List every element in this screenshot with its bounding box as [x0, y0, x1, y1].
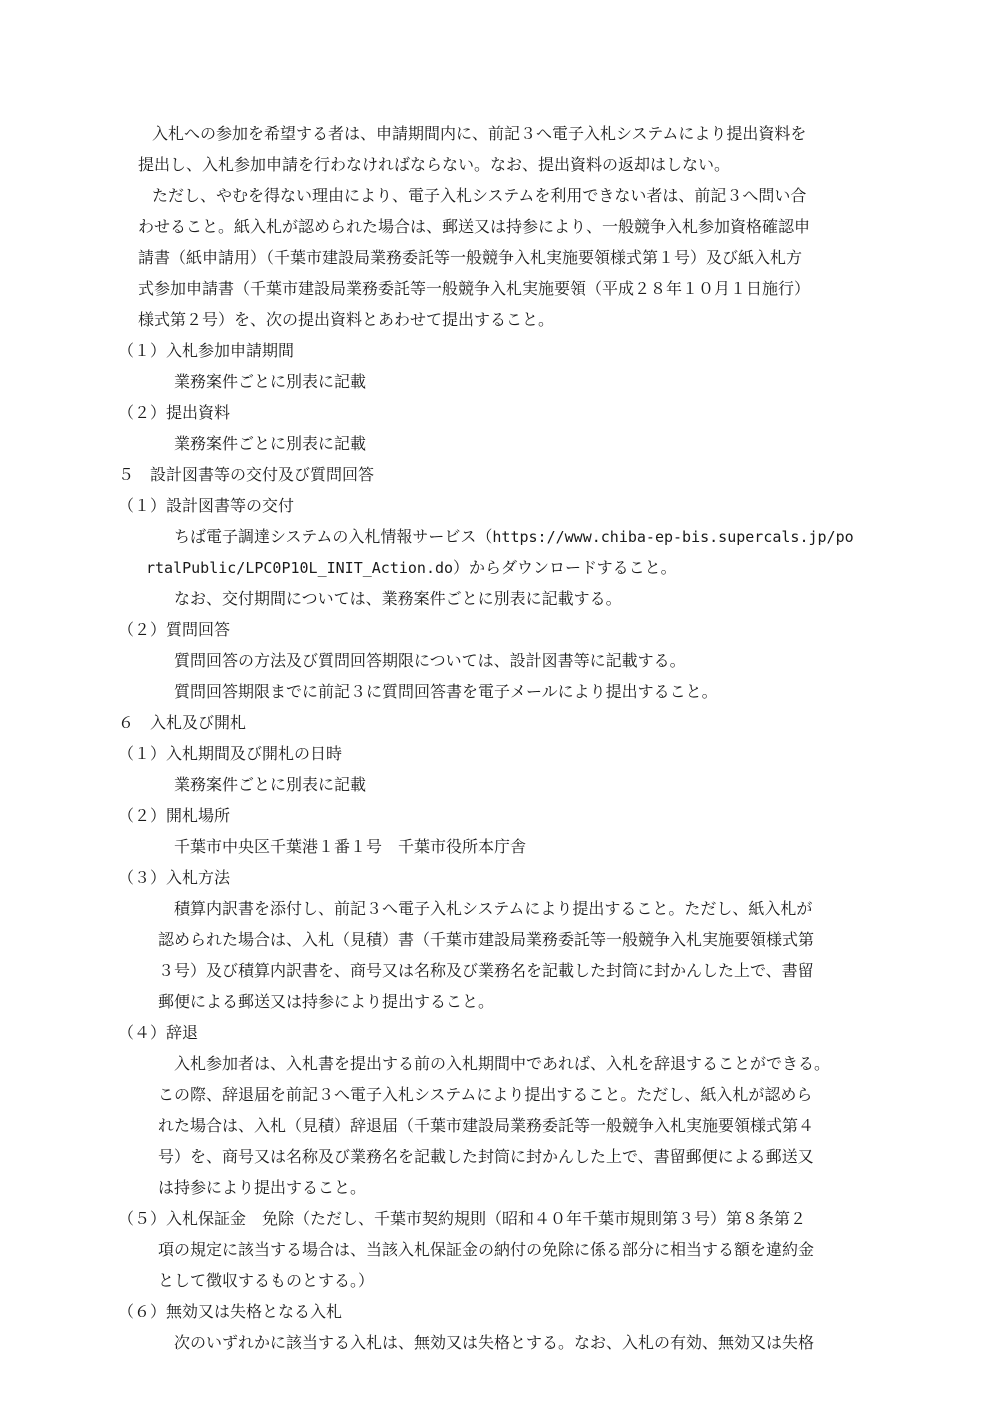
download-url-part-2: rtalPublic/LPC0P10L_INIT_Action.do [146, 559, 454, 577]
section-5-1-line-1 [174, 527, 854, 549]
section-6-6-heading: （６）無効又は失格となる入札 [118, 1302, 343, 1321]
section-6-3-line-3: ３号）及び積算内訳書を、商号又は名称及び業務名を記載した封筒に封かんした上で、書留 [158, 961, 814, 980]
section-6-3-line-1: 積算内訳書を添付し、前記３へ電子入札システムにより提出すること。ただし、紙入札が [174, 899, 813, 918]
section-4-1-body: 業務案件ごとに別表に記載 [174, 372, 367, 391]
paragraph-2-line-3: 請書（紙申請用）（千葉市建設局業務委託等一般競争入札実施要領様式第１号）及び紙入札方 [138, 248, 803, 267]
section-6-1-heading: （１）入札期間及び開札の日時 [118, 744, 343, 763]
section-6-5-line-2: 項の規定に該当する場合は、当該入札保証金の納付の免除に係る部分に相当する額を違約金 [158, 1240, 815, 1259]
section-6-3-line-4: 郵便による郵送又は持参により提出すること。 [158, 992, 495, 1011]
section-6-4-line-3: れた場合は、入札（見積）辞退届（千葉市建設局業務委託等一般競争入札実施要領様式第４ [158, 1116, 815, 1135]
section-6-5-line-3: として徴収するものとする。） [158, 1271, 375, 1290]
section-6-heading: ６ 入札及び開札 [118, 713, 247, 732]
section-5-1-line-3: なお、交付期間については、業務案件ごとに別表に記載する。 [174, 589, 622, 608]
section-6-4-heading: （４）辞退 [118, 1023, 199, 1042]
section-6-3-heading: （３）入札方法 [118, 868, 231, 887]
paragraph-2-line-5: 様式第２号）を、次の提出資料とあわせて提出すること。 [138, 310, 555, 329]
section-5-heading: ５ 設計図書等の交付及び質問回答 [118, 465, 375, 484]
section-5-2-line-1: 質問回答の方法及び質問回答期限については、設計図書等に記載する。 [174, 651, 686, 670]
section-4-2-body: 業務案件ごとに別表に記載 [174, 434, 367, 453]
section-4-2-heading: （２）提出資料 [118, 403, 231, 422]
section-5-1-line-1-text: ちば電子調達システムの入札情報サービス（ [174, 527, 493, 546]
section-5-1-line-2 [146, 558, 677, 580]
paragraph-1-line-2: 提出し、入札参加申請を行わなければならない。なお、提出資料の返却はしない。 [138, 155, 731, 174]
section-6-2-heading: （２）開札場所 [118, 806, 231, 825]
section-6-4-line-2: この際、辞退届を前記３へ電子入札システムにより提出すること。ただし、紙入札が認めら [158, 1085, 813, 1104]
paragraph-1-line-1: 入札への参加を希望する者は、申請期間内に、前記３へ電子入札システムにより提出資料を [152, 124, 807, 143]
section-6-4-line-5: は持参により提出すること。 [158, 1178, 367, 1197]
section-4-1-heading: （１）入札参加申請期間 [118, 341, 295, 360]
paragraph-2-line-4: 式参加申請書（千葉市建設局業務委託等一般競争入札実施要領（平成２８年１０月１日施行） [138, 279, 811, 298]
section-6-4-line-1: 入札参加者は、入札書を提出する前の入札期間中であれば、入札を辞退することができる。 [174, 1054, 831, 1073]
section-6-1-body: 業務案件ごとに別表に記載 [174, 775, 367, 794]
section-6-6-line-1: 次のいずれかに該当する入札は、無効又は失格とする。なお、入札の有効、無効又は失格 [174, 1333, 815, 1352]
section-6-4-line-4: 号）を、商号又は名称及び業務名を記載した封筒に封かんした上で、書留郵便による郵送又 [158, 1147, 814, 1166]
section-5-1-heading: （１）設計図書等の交付 [118, 496, 295, 515]
download-url-part-1: https://www.chiba-ep-bis.supercals.jp/po [492, 528, 854, 546]
section-5-2-line-2: 質問回答期限までに前記３に質問回答書を電子メールにより提出すること。 [174, 682, 718, 701]
section-5-1-line-2-text: ）からダウンロードすること。 [453, 558, 677, 577]
paragraph-2-line-2: わせること。紙入札が認められた場合は、郵送又は持参により、一般競争入札参加資格確認申 [138, 217, 811, 236]
section-5-2-heading: （２）質問回答 [118, 620, 231, 639]
section-6-5-line-1: （５）入札保証金 免除（ただし、千葉市契約規則（昭和４０年千葉市規則第３号）第８条第２ [118, 1209, 807, 1228]
paragraph-2-line-1: ただし、やむを得ない理由により、電子入札システムを利用できない者は、前記３へ問い合 [152, 186, 807, 205]
section-6-3-line-2: 認められた場合は、入札（見積）書（千葉市建設局業務委託等一般競争入札実施要領様式第 [158, 930, 815, 949]
section-6-2-body: 千葉市中央区千葉港１番１号 千葉市役所本庁舎 [174, 837, 527, 856]
